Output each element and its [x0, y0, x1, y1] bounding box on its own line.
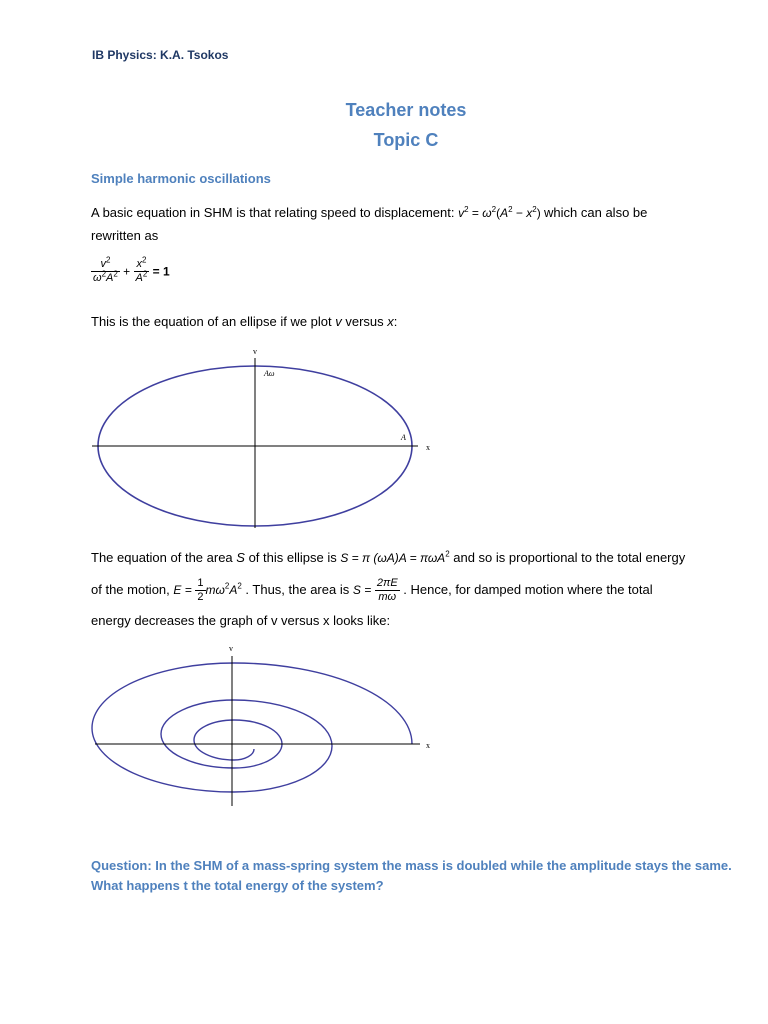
- spiral-x-axis-label: x: [426, 741, 430, 750]
- paragraph-ellipse: This is the equation of an ellipse if we plot v versus x:: [91, 314, 398, 329]
- spiral-v-axis-label: v: [229, 644, 233, 653]
- paragraph-speed-line2: rewritten as: [91, 228, 159, 243]
- page-subtitle: Topic C: [373, 130, 439, 150]
- paragraph-area-line3: energy decreases the graph of v versus x looks like:: [91, 613, 391, 628]
- section-heading: Simple harmonic oscillations: [91, 171, 271, 186]
- ellipse-x-axis-label: x: [426, 443, 430, 452]
- question-line2: What happens t the total energy of the system?: [91, 878, 384, 893]
- para1-text-after: which can also be: [544, 205, 648, 220]
- ellipse-v-axis-label: v: [253, 347, 257, 356]
- fraction-v-term: $\frac{v^2}{\omega^2A^2}$: [93, 255, 118, 284]
- equation-speed: $v^2 = \omega^2(A^2 - x^2)$: [458, 205, 545, 220]
- fraction-half: $\frac{1}{2}$: [197, 577, 204, 604]
- paragraph-area-line1: The equation of the area S of this ellipse is S = π (ωA)A = πωA$^2$ and so is proportional to the total energy: [91, 549, 686, 565]
- damped-spiral-curve: [92, 663, 412, 792]
- fraction-area: $\frac{2\pi E}{m\omega}$: [376, 577, 398, 604]
- paragraph-area-line2: of the motion, E = $\frac{1}{2}$ $m\omega^2A^2$ . Thus, the area is S = $\frac{2\pi E}{m\omega}$ . Hence, for damped motion where the total: [91, 577, 653, 604]
- question-block: [91, 856, 732, 896]
- page-title: Teacher notes: [345, 100, 467, 120]
- area-equation: S = π (ωA)A = πωA: [340, 551, 446, 565]
- ellipse-right-label: A: [401, 433, 406, 442]
- para1-text-before: A basic equation in SHM is that relating speed to displacement:: [91, 205, 455, 220]
- ellipse-equation: $\frac{v^2}{\omega^2A^2}$ + $\frac{x^2}{A^2}$ = 1: [93, 255, 170, 284]
- fraction-x-term: $\frac{x^2}{A^2}$: [135, 255, 148, 284]
- ellipse-top-label: Aω: [264, 369, 275, 378]
- document-header: IB Physics: K.A. Tsokos: [92, 48, 229, 62]
- question-line1: Question: In the SHM of a mass-spring system the mass is doubled while the amplitude stays the same.: [91, 858, 732, 873]
